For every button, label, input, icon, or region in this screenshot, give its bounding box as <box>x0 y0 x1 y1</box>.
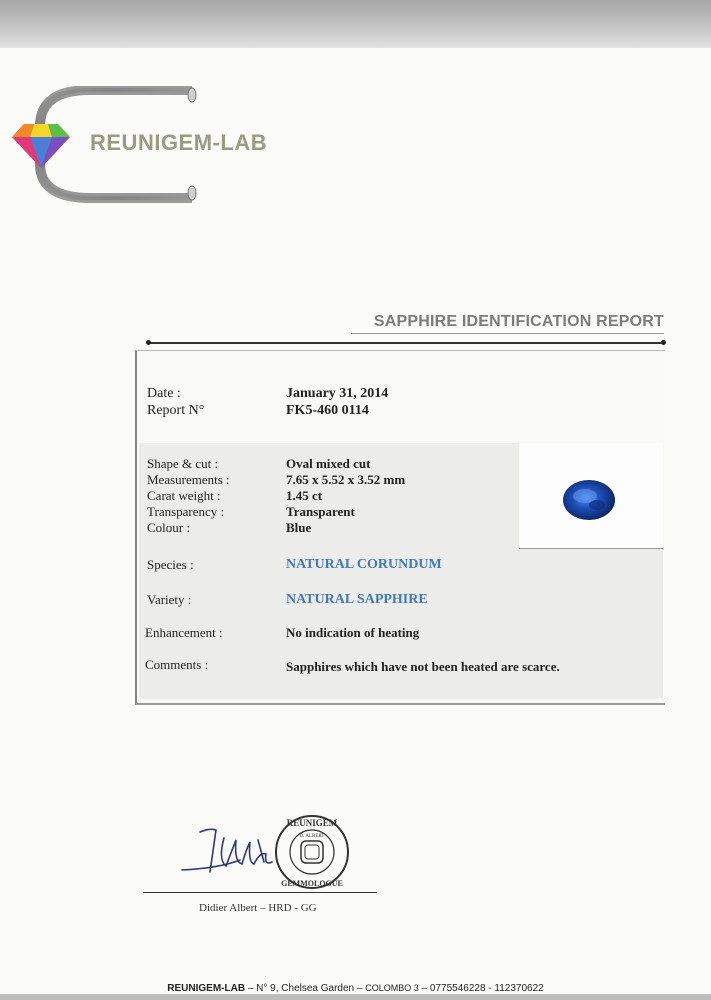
comments-label: Comments : <box>145 657 209 672</box>
blue-oval-sapphire-icon <box>519 443 663 548</box>
seal-top-text: REUNIGEM <box>286 818 338 828</box>
carat-weight-value: 1.45 ct <box>286 488 323 503</box>
date-label: Date : <box>147 386 181 401</box>
variety-value: NATURAL SAPPHIRE <box>286 592 428 607</box>
footer-street: – N° 9, Chelsea Garden – <box>245 983 366 994</box>
handwritten-signature-icon <box>182 829 272 872</box>
seal-bottom-text: GEMMOLOGUE <box>281 879 343 888</box>
reunigem-logo <box>10 86 300 206</box>
transparency-label: Transparency : <box>147 504 225 519</box>
report-no-label: Report N° <box>147 403 205 418</box>
scan-bottom-edge <box>0 994 711 1000</box>
colour-label: Colour : <box>147 520 190 535</box>
footer-company: REUNIGEM-LAB <box>167 983 246 994</box>
species-label: Species : <box>147 557 194 572</box>
measurements-value: 7.65 x 5.52 x 3.52 mm <box>286 472 406 487</box>
signature-and-stamp <box>180 810 360 895</box>
divider-dot-right <box>661 340 666 345</box>
enhancement-value: No indication of heating <box>286 625 420 640</box>
scan-top-edge <box>0 0 711 50</box>
divider-dot-left <box>146 340 151 345</box>
measurements-label: Measurements : <box>147 472 230 487</box>
shape-cut-value: Oval mixed cut <box>286 456 371 471</box>
colour-value: Blue <box>286 520 312 535</box>
signer-name: Didier Albert – HRD - GG <box>199 902 317 914</box>
species-value: NATURAL CORUNDUM <box>286 557 442 572</box>
logo-text: REUNIGEM-LAB <box>90 130 268 155</box>
title-underline <box>351 333 664 334</box>
carat-weight-label: Carat weight : <box>147 488 221 503</box>
gem-photo-box <box>519 443 663 549</box>
date-value: January 31, 2014 <box>286 386 389 401</box>
gemmologue-seal-icon <box>276 816 348 888</box>
divider-rule <box>148 342 664 344</box>
comments-value: Sapphires which have not been heated are scarce. <box>286 659 560 674</box>
enhancement-label: Enhancement : <box>145 625 223 640</box>
variety-label: Variety : <box>147 592 192 607</box>
transparency-value: Transparent <box>286 504 355 519</box>
report-title: SAPPHIRE IDENTIFICATION REPORT <box>373 313 664 330</box>
shape-cut-label: Shape & cut : <box>147 456 219 471</box>
details-shade-right <box>519 548 663 699</box>
seal-inner-text: D. ALBERT <box>299 834 325 839</box>
footer-address <box>0 983 711 994</box>
footer-city: COLOMBO 3 <box>365 983 419 993</box>
signature-line <box>143 892 377 893</box>
footer-phones: – 0775546228 - 112370622 <box>418 983 544 994</box>
report-no-value: FK5-460 0114 <box>286 403 369 418</box>
